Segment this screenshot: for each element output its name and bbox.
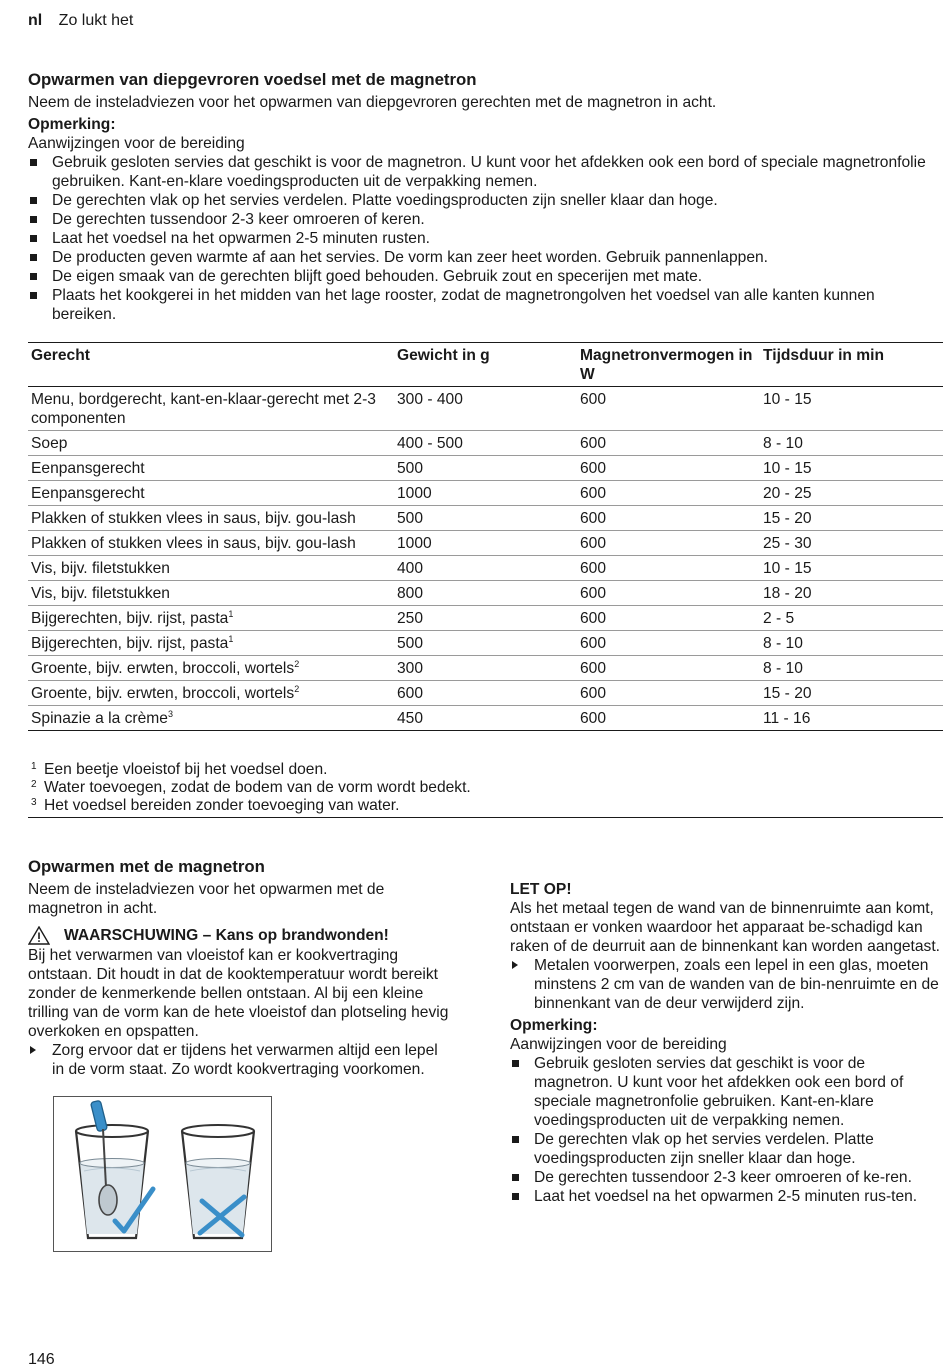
cell-dish: Plakken of stukken vlees in saus, bijv. gou-lash: [28, 531, 394, 556]
cell-power: 600: [577, 706, 760, 731]
spoon-in-glass-illustration: [53, 1096, 272, 1252]
table-row: [28, 456, 943, 481]
cell-time: 8 - 10: [760, 656, 943, 681]
cell-time: 10 - 15: [760, 456, 943, 481]
cell-dish: Groente, bijv. erwten, broccoli, wortels$^2$: [28, 681, 394, 706]
table-row: [28, 556, 943, 581]
footnote-ref: 2: [294, 684, 300, 694]
cell-dish: Spinazie a la crème$^3$: [28, 706, 394, 731]
caution-text: Als het metaal tegen de wand van de binnenruimte aan komt, ontstaan er vonken waardoor het apparaat be-schadigd kan raken of de deurruit aan de binnenkant kan worden aangetast.: [510, 900, 941, 955]
table-row: [28, 531, 943, 556]
column-header-weight: Gewicht in g: [394, 343, 577, 387]
cell-power: 600: [577, 456, 760, 481]
cell-time: 2 - 5: [760, 606, 943, 631]
section-frozen-food: [28, 69, 943, 324]
table-row: [28, 606, 943, 631]
section-microwave-heating: [28, 856, 453, 1079]
list-item: Plaats het kookgerei in het midden van het lage rooster, zodat de magnetrongolven het voedsel van alle kanten kunnen bereiken.: [28, 286, 943, 324]
list-item: Laat het voedsel na het opwarmen 2-5 minuten rus-ten.: [510, 1187, 943, 1206]
preparation-list: [510, 1054, 943, 1206]
table-row: [28, 481, 943, 506]
table-body: [28, 387, 943, 731]
page-header: [28, 11, 133, 30]
cell-dish: Bijgerechten, bijv. rijst, pasta$^1$: [28, 631, 394, 656]
footnote-ref: 1: [228, 609, 234, 619]
footnote-ref: 2: [294, 659, 300, 669]
section-intro: Neem de insteladviezen voor het opwarmen met de magnetron in acht.: [28, 881, 385, 917]
list-item: Laat het voedsel na het opwarmen 2-5 minuten rusten.: [28, 229, 943, 248]
chapter-title: Zo lukt het: [58, 12, 134, 29]
cell-weight: 500: [394, 506, 577, 531]
list-item: De eigen smaak van de gerechten blijft goed behouden. Gebruik zout en specerijen met mate.: [28, 267, 943, 286]
footnote: 1 Een beetje vloeistof bij het voedsel doen.: [31, 761, 328, 778]
cell-weight: 1000: [394, 481, 577, 506]
caution-action: Metalen voorwerpen, zoals een lepel in een glas, moeten minstens 2 cm van de wanden van de bin-nenruimte en de binnenkant van de deur verwijderd zijn.: [510, 956, 943, 1013]
cell-time: 15 - 20: [760, 681, 943, 706]
cell-time: 8 - 10: [760, 631, 943, 656]
list-item: Gebruik gesloten servies dat geschikt is voor de magnetron. U kunt voor het afdekken ook een bord of speciale magnetronfolie gebruiken. Kant-en-klare voedingsproducten uit de verpakking nemen.: [28, 153, 943, 191]
warning-action: Zorg ervoor dat er tijdens het verwarmen altijd een lepel in de vorm staat. Zo wordt kookvertraging voorkomen.: [28, 1041, 453, 1079]
list-item: De gerechten vlak op het servies verdelen. Platte voedingsproducten zijn sneller klaar dan hoge.: [510, 1130, 943, 1168]
table-row: [28, 656, 943, 681]
cell-weight: 300: [394, 656, 577, 681]
cell-dish: Groente, bijv. erwten, broccoli, wortels$^2$: [28, 656, 394, 681]
cell-dish: Menu, bordgerecht, kant-en-klaar-gerecht met 2-3 componenten: [28, 387, 394, 431]
cell-power: 600: [577, 531, 760, 556]
glass-without-spoon: [182, 1125, 254, 1238]
cell-time: 10 - 15: [760, 556, 943, 581]
warning-triangle-icon: [28, 926, 50, 945]
cell-time: 11 - 16: [760, 706, 943, 731]
table-row: [28, 506, 943, 531]
cell-power: 600: [577, 431, 760, 456]
cell-weight: 800: [394, 581, 577, 606]
section-title: Opwarmen met de magnetron: [28, 857, 265, 876]
column-header-time: Tijdsduur in min: [760, 343, 943, 387]
footnote-ref: 1: [228, 634, 234, 644]
cell-time: 18 - 20: [760, 581, 943, 606]
cell-weight: 300 - 400: [394, 387, 577, 431]
cell-dish: Bijgerechten, bijv. rijst, pasta$^1$: [28, 606, 394, 631]
list-item: Gebruik gesloten servies dat geschikt is voor de magnetron. U kunt voor het afdekken ook een bord of speciale magnetronfolie gebruiken. Kant-en-klare voedingsproducten uit de verpakking nemen.: [510, 1054, 943, 1130]
table-row: [28, 387, 943, 431]
cell-weight: 500: [394, 631, 577, 656]
heating-table: [28, 342, 943, 731]
cell-power: 600: [577, 506, 760, 531]
cell-dish: Eenpansgerecht: [28, 481, 394, 506]
cell-time: 10 - 15: [760, 387, 943, 431]
table-row: [28, 631, 943, 656]
glass-with-spoon: [76, 1100, 153, 1238]
section-intro: Neem de insteladviezen voor het opwarmen van diepgevroren gerechten met de magnetron in acht.: [28, 94, 717, 111]
cell-time: 15 - 20: [760, 506, 943, 531]
cell-time: 25 - 30: [760, 531, 943, 556]
cell-weight: 250: [394, 606, 577, 631]
preparation-list: [28, 153, 943, 324]
cell-weight: 1000: [394, 531, 577, 556]
glass-illustration: [54, 1097, 271, 1251]
cell-dish: Plakken of stukken vlees in saus, bijv. gou-lash: [28, 506, 394, 531]
list-item: De gerechten vlak op het servies verdelen. Platte voedingsproducten zijn sneller klaar dan hoge.: [28, 191, 943, 210]
footnote-ref: 3: [167, 709, 173, 719]
table-footnotes: [28, 761, 943, 818]
warning-actions: [28, 1041, 453, 1079]
caution-block: [510, 880, 943, 1206]
cell-weight: 500: [394, 456, 577, 481]
footnote: 2 Water toevoegen, zodat de bodem van de vorm wordt bedekt.: [31, 779, 471, 796]
cell-weight: 400 - 500: [394, 431, 577, 456]
cell-power: 600: [577, 631, 760, 656]
cell-weight: 600: [394, 681, 577, 706]
page-number: 146: [28, 1351, 55, 1368]
table-row: [28, 706, 943, 731]
cell-power: 600: [577, 556, 760, 581]
cell-power: 600: [577, 481, 760, 506]
cell-power: 600: [577, 656, 760, 681]
section-title: Opwarmen van diepgevroren voedsel met de magnetron: [28, 70, 477, 89]
column-header-power: Magnetronvermogen in W: [577, 343, 760, 387]
note-subtitle: Aanwijzingen voor de bereiding: [510, 1036, 727, 1053]
cell-time: 20 - 25: [760, 481, 943, 506]
cell-dish: Vis, bijv. filetstukken: [28, 556, 394, 581]
list-item: De gerechten tussendoor 2-3 keer omroeren of keren.: [28, 210, 943, 229]
cell-dish: Eenpansgerecht: [28, 456, 394, 481]
warning-text: Bij het verwarmen van vloeistof kan er kookvertraging ontstaan. Dit houdt in dat de kooktemperatuur wordt bereikt zonder de kenmerkende bellen ontstaan. Al bij een kleine trilling van de vorm kan de hete vloeistof dan plotseling hevig overkoken en opspatten.: [28, 947, 449, 1040]
cell-time: 8 - 10: [760, 431, 943, 456]
cell-power: 600: [577, 387, 760, 431]
list-item: De producten geven warmte af aan het servies. De vorm kan zeer heet worden. Gebruik pannenlappen.: [28, 248, 943, 267]
language-code: nl: [28, 12, 43, 29]
note-subtitle: Aanwijzingen voor de bereiding: [28, 135, 245, 152]
list-item: De gerechten tussendoor 2-3 keer omroeren of ke-ren.: [510, 1168, 943, 1187]
cell-power: 600: [577, 681, 760, 706]
cell-weight: 450: [394, 706, 577, 731]
note-label: Opmerking:: [28, 116, 116, 133]
cell-dish: Vis, bijv. filetstukken: [28, 581, 394, 606]
table-row: [28, 581, 943, 606]
note-label: Opmerking:: [510, 1017, 598, 1034]
footnote: 3 Het voedsel bereiden zonder toevoeging van water.: [31, 797, 400, 814]
warning-heading: [28, 926, 453, 945]
caution-title: LET OP!: [510, 881, 572, 898]
warning-title: WAARSCHUWING – Kans op brandwonden!: [64, 927, 389, 944]
table-header-row: [28, 343, 943, 387]
cell-dish: Soep: [28, 431, 394, 456]
table-row: [28, 681, 943, 706]
column-header-dish: Gerecht: [28, 343, 394, 387]
cell-power: 600: [577, 606, 760, 631]
caution-actions: [510, 956, 943, 1013]
table-row: [28, 431, 943, 456]
cell-power: 600: [577, 581, 760, 606]
cell-weight: 400: [394, 556, 577, 581]
